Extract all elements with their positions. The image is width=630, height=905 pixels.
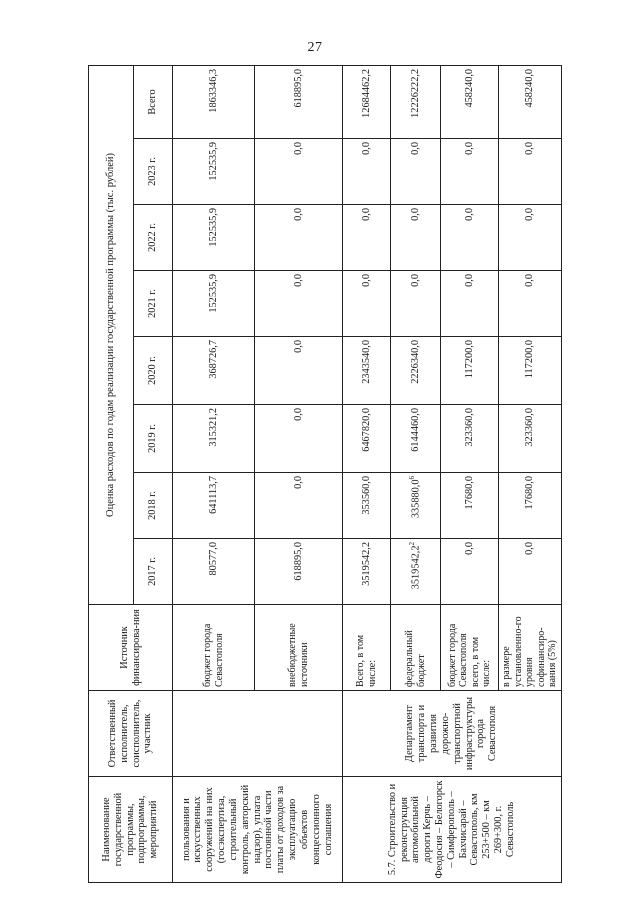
value-cell: 152535,9 bbox=[173, 205, 255, 271]
value-cell: 0,0 bbox=[255, 205, 343, 271]
value-cell: 0,0 bbox=[391, 205, 441, 271]
table-row bbox=[173, 65, 255, 882]
value-cell: 0,0 bbox=[255, 271, 343, 337]
value-cell: 6467820,0 bbox=[343, 405, 391, 473]
value-cell: 0,0 bbox=[441, 139, 499, 205]
header-year-2018: 2018 г. bbox=[134, 473, 173, 539]
value-cell: 0,0 bbox=[255, 139, 343, 205]
header-name: Наименование государственной программы, подпрограммы, мероприятий bbox=[89, 777, 173, 883]
header-year-2020: 2020 г. bbox=[134, 337, 173, 405]
value-cell: 0,0 bbox=[255, 337, 343, 405]
header-expense-estimate: Оценка расходов по годам реализации государственной программы (тыс. рублей) bbox=[89, 65, 134, 604]
source-cell: внебюджетные источники bbox=[255, 605, 343, 691]
value-cell: 17680,0 bbox=[441, 473, 499, 539]
value-cell: 323360,0 bbox=[499, 405, 562, 473]
value-cell: 117200,0 bbox=[441, 337, 499, 405]
value-cell: 641113,7 bbox=[173, 473, 255, 539]
value-cell: 0,0 bbox=[255, 405, 343, 473]
value-text: 3519542,2 bbox=[410, 545, 422, 590]
measure-name-cell: пользования и искусственных сооружений на них (госэкспертиза, строительный контроль, авторский надзор), уплата постоянной части платы от доходов за эксплуатацию объектов концессионного соглашения bbox=[173, 777, 343, 883]
value-cell: 0,0 bbox=[343, 139, 391, 205]
value-cell: 117200,0 bbox=[499, 337, 562, 405]
page-number: 27 bbox=[307, 40, 323, 55]
rotated-table-layer bbox=[88, 66, 558, 883]
header-source: Источник финансирова-ния bbox=[89, 605, 173, 691]
value-cell: 2226340,0 bbox=[391, 337, 441, 405]
value-cell: 6144460,0 bbox=[391, 405, 441, 473]
value-cell: 0,0 bbox=[499, 539, 562, 605]
value-text: 335880,0 bbox=[410, 479, 422, 519]
value-cell: 0,0 bbox=[441, 271, 499, 337]
value-cell: 0,0 bbox=[391, 139, 441, 205]
value-cell: 80577,0 bbox=[173, 539, 255, 605]
value-cell: 323360,0 bbox=[441, 405, 499, 473]
value-cell: 0,0 bbox=[499, 271, 562, 337]
total-cell: 618895,0 bbox=[255, 65, 343, 138]
value-cell: 2343540,0 bbox=[343, 337, 391, 405]
source-cell: Всего, в том числе: bbox=[343, 605, 391, 691]
source-cell: в размере установленно-го уровня софинансиро-вания (5%) bbox=[499, 605, 562, 691]
value-cell: 0,0 bbox=[255, 473, 343, 539]
header-year-2017: 2017 г. bbox=[134, 539, 173, 605]
header-year-2022: 2022 г. bbox=[134, 205, 173, 271]
value-cell: 0,0 bbox=[343, 205, 391, 271]
value-cell bbox=[391, 473, 441, 539]
value-cell: 0,0 bbox=[441, 205, 499, 271]
value-cell: 0,0 bbox=[343, 271, 391, 337]
measure-name-cell: 5.7. Строительство и реконструкция автомобильной дороги Керчь – Феодосия – Белогорск – Симферополь – Бахчисарай – Севастополь, км 253+500 – км 269+300, г. Севастополь bbox=[343, 777, 562, 883]
value-cell: 0,0 bbox=[391, 271, 441, 337]
total-cell: 458240,0 bbox=[441, 65, 499, 138]
value-cell: 17680,0 bbox=[499, 473, 562, 539]
table-row bbox=[343, 65, 391, 882]
value-cell: 315321,2 bbox=[173, 405, 255, 473]
header-year-2019: 2019 г. bbox=[134, 405, 173, 473]
value-cell: 0,0 bbox=[499, 139, 562, 205]
source-cell: бюджет города Севастополя bbox=[173, 605, 255, 691]
financing-table-container bbox=[88, 66, 558, 883]
header-total: Всего bbox=[134, 65, 173, 138]
value-cell: 353560,0 bbox=[343, 473, 391, 539]
header-year-2023: 2023 г. bbox=[134, 139, 173, 205]
source-cell: бюджет города Севастополя всего, в том числе: bbox=[441, 605, 499, 691]
source-cell: федеральный бюджет bbox=[391, 605, 441, 691]
value-cell: 152535,9 bbox=[173, 139, 255, 205]
value-cell: 368726,7 bbox=[173, 337, 255, 405]
total-cell: 458240,0 bbox=[499, 65, 562, 138]
total-cell: 12684462,2 bbox=[343, 65, 391, 138]
value-cell: 0,0 bbox=[499, 205, 562, 271]
value-cell: 152535,9 bbox=[173, 271, 255, 337]
total-cell: 1863346,3 bbox=[173, 65, 255, 138]
value-cell: 618895,0 bbox=[255, 539, 343, 605]
footnote-mark: 2 bbox=[408, 542, 417, 546]
header-year-2021: 2021 г. bbox=[134, 271, 173, 337]
total-cell: 12226222,2 bbox=[391, 65, 441, 138]
value-cell: 0,0 bbox=[441, 539, 499, 605]
financing-table bbox=[88, 65, 562, 883]
executor-cell: Департамент транспорта и развития дорожно-транспортной инфраструктуры города Севастополя bbox=[343, 691, 562, 777]
executor-cell-empty bbox=[173, 691, 343, 777]
value-cell: 3519542,2 bbox=[343, 539, 391, 605]
header-executor: Ответственный исполнитель, соисполнитель, участник bbox=[89, 691, 173, 777]
value-cell bbox=[391, 539, 441, 605]
footnote-mark: 6 bbox=[408, 476, 417, 480]
